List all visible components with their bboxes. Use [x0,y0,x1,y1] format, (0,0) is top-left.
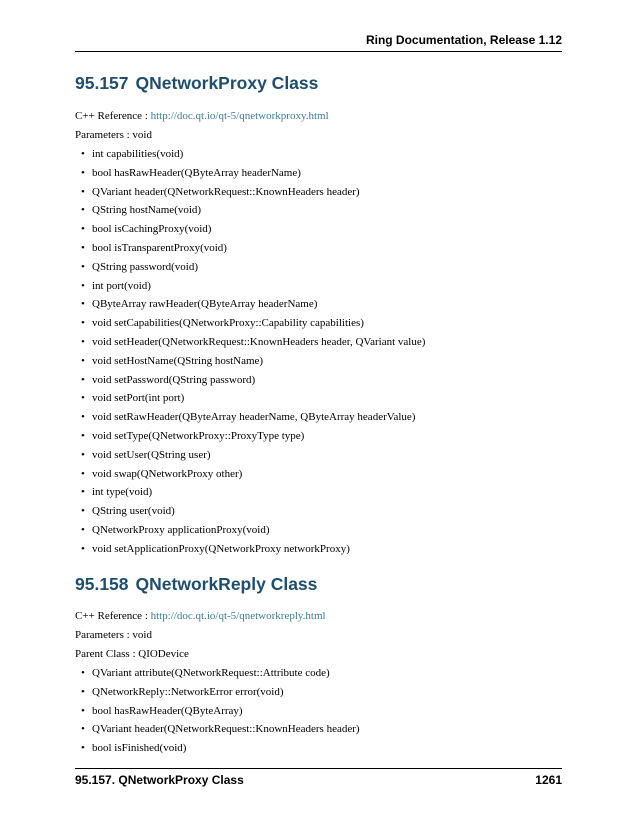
parameters-line [75,129,562,141]
method-item [75,186,562,205]
method-item [75,430,562,449]
method-signature: bool isFinished(void) [92,742,187,755]
reference-link[interactable]: http://doc.qt.io/qt-5/qnetworkproxy.html [150,110,329,122]
bullet-icon: • [81,523,85,536]
method-signature: QNetworkReply::NetworkError error(void) [92,685,284,698]
method-item [75,468,562,487]
method-signature: void setPort(int port) [92,392,185,405]
method-item [75,374,562,393]
method-signature: bool isCachingProxy(void) [92,223,212,236]
bullet-icon: • [81,373,85,386]
bullet-icon: • [81,260,85,273]
method-signature: QVariant header(QNetworkRequest::KnownHeaders header) [92,185,360,198]
method-item [75,486,562,505]
method-signature: int port(void) [92,279,151,292]
bullet-icon: • [81,392,85,405]
method-item [75,505,562,524]
bullet-icon: • [81,685,85,698]
section-title-text: QNetworkProxy Class [135,73,319,93]
method-list-items [75,148,562,562]
bullet-icon: • [81,166,85,179]
method-item [75,742,562,761]
bullet-icon: • [81,448,85,461]
method-signature: void setUser(QString user) [92,448,211,461]
bullet-icon: • [81,742,85,755]
bullet-icon: • [81,354,85,367]
parameters-line [75,629,562,641]
method-signature: QByteArray rawHeader(QByteArray headerName) [92,298,318,311]
method-item [75,317,562,336]
bullet-icon: • [81,279,85,292]
method-item [75,223,562,242]
reference-label: C++ Reference : [75,110,151,122]
method-item [75,204,562,223]
bullet-icon: • [81,148,85,160]
section-title-text: QNetworkReply Class [135,574,318,594]
method-item [75,261,562,280]
bullet-icon: • [81,204,85,217]
bullet-icon: • [81,241,85,254]
bullet-icon: • [81,223,85,236]
page-number: 1261 [535,773,562,787]
method-signature: bool hasRawHeader(QByteArray) [92,704,243,717]
method-signature: QVariant attribute(QNetworkRequest::Attribute code) [92,667,330,679]
method-signature: int capabilities(void) [92,148,184,160]
bullet-icon: • [81,505,85,518]
method-signature: QVariant header(QNetworkRequest::KnownHeaders header) [92,723,360,736]
method-signature: void setHostName(QString hostName) [92,354,264,367]
section-number: 95.157 [75,73,129,93]
section-qnetworkproxy [75,73,562,93]
method-signature: QString password(void) [92,260,199,273]
method-item [75,298,562,317]
method-item [75,667,562,686]
method-signature: QString user(void) [92,505,175,518]
method-item [75,355,562,374]
bullet-icon: • [81,667,85,679]
method-signature: QNetworkProxy applicationProxy(void) [92,523,270,536]
method-item [75,336,562,355]
method-signature: void setHeader(QNetworkRequest::KnownHeaders header, QVariant value) [92,335,426,348]
bullet-icon: • [81,486,85,499]
reference-line [75,110,562,122]
method-item [75,280,562,299]
method-signature: void swap(QNetworkProxy other) [92,467,243,480]
bullet-icon: • [81,542,85,555]
method-item [75,543,562,562]
method-signature: void setCapabilities(QNetworkProxy::Capability capabilities) [92,317,364,330]
method-signature: void setType(QNetworkProxy::ProxyType type) [92,429,305,442]
method-item [75,705,562,724]
method-list [75,667,562,761]
footer-section-label: 95.157. QNetworkProxy Class [75,773,244,787]
method-list [75,148,562,562]
reference-label: C++ Reference : [75,610,151,622]
section-title [75,73,562,93]
method-item [75,242,562,261]
method-item [75,167,562,186]
bullet-icon: • [81,298,85,311]
method-signature: void setPassword(QString password) [92,373,256,386]
bullet-icon: • [81,704,85,717]
bullet-icon: • [81,317,85,330]
section-number: 95.158 [75,574,129,594]
footer-divider [75,768,562,769]
reference-link[interactable]: http://doc.qt.io/qt-5/qnetworkreply.html [150,610,326,622]
parameters-text: Parameters : void [75,129,152,141]
method-signature: QString hostName(void) [92,204,202,217]
bullet-icon: • [81,723,85,736]
method-signature: bool hasRawHeader(QByteArray headerName) [92,166,301,179]
bullet-icon: • [81,185,85,198]
parent-class-line [75,648,562,660]
method-list-items [75,667,562,761]
method-item [75,686,562,705]
section-qnetworkreply [75,574,562,594]
header-divider [75,51,562,52]
method-item [75,723,562,742]
bullet-icon: • [81,467,85,480]
method-item [75,524,562,543]
method-signature: int type(void) [92,486,153,499]
method-signature: void setApplicationProxy(QNetworkProxy networkProxy) [92,542,350,555]
method-item [75,411,562,430]
running-header: Ring Documentation, Release 1.12 [365,33,562,47]
method-signature: bool isTransparentProxy(void) [92,241,227,254]
method-signature: void setRawHeader(QByteArray headerName, QByteArray headerValue) [92,411,416,424]
bullet-icon: • [81,429,85,442]
bullet-icon: • [81,335,85,348]
parent-class-text: Parent Class : QIODevice [75,648,189,660]
method-item [75,148,562,167]
method-item [75,449,562,468]
section-title [75,574,562,594]
reference-line [75,610,562,622]
method-item [75,392,562,411]
bullet-icon: • [81,411,85,424]
parameters-text: Parameters : void [75,629,152,641]
